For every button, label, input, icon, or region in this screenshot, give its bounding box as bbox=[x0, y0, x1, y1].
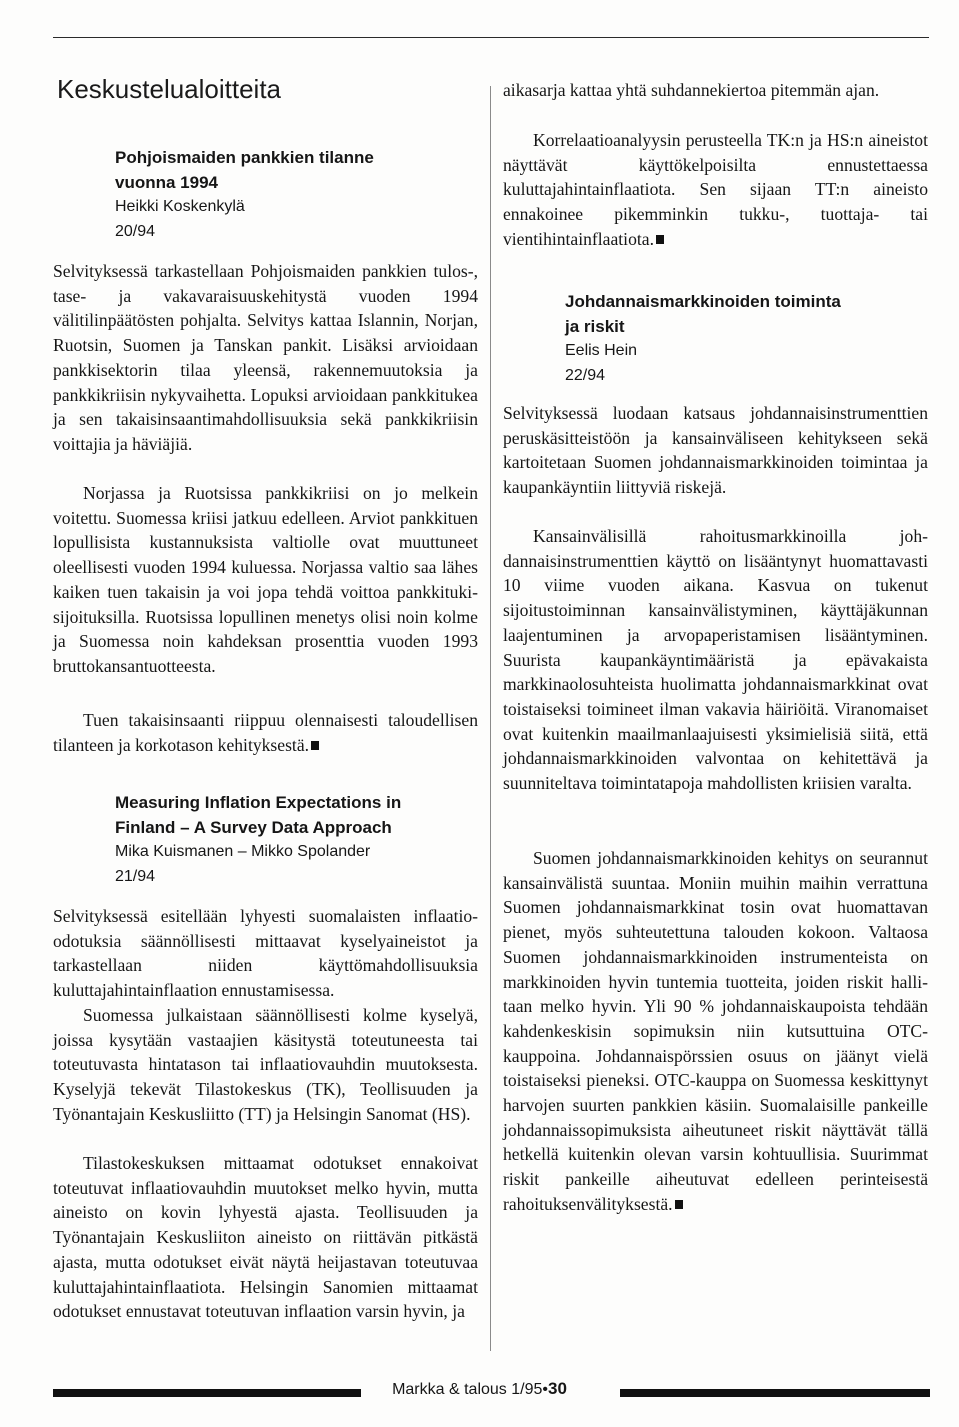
paragraph-with-end-mark bbox=[503, 846, 928, 1217]
end-mark-icon bbox=[656, 235, 664, 244]
article-heading-20-94 bbox=[115, 146, 475, 244]
article-title-line: Finland – A Survey Data Approach bbox=[115, 817, 392, 837]
paragraph-text: Tuen takaisinsaanti riippuu olennaisesti taloudellisen tilanteen ja korkotason kehityksestä. bbox=[53, 710, 478, 755]
paragraph: Selvityksessä luodaan katsaus johdannaisinstrumenttien peruskäsitteistöön ja kansainväliseen kehitykseen sekä kartoitetaan Suomen johdannaismarkkinoiden toimintaa ja kaupankäyntiin liittyviä riskejä. bbox=[503, 403, 928, 498]
paragraph: Suomessa julkaistaan säännöllisesti kolme kyselyä, joissa kysytään vastaajien käsitystä toteutuneesta tai toteutuvasta hintatason tai inflaatiovauhdin muutoksesta. Kyselyjä tekevät Tilastokeskus (TK), Teollisuuden ja Työnantajain Keskusliitto (TT) ja Helsingin Sanomat (HS). bbox=[53, 1005, 478, 1124]
top-rule bbox=[53, 37, 929, 38]
article-title-line: ja riskit bbox=[565, 316, 625, 336]
article-title-line: Measuring Inflation Expectations in bbox=[115, 793, 402, 812]
footer-bullet: • bbox=[542, 1381, 548, 1398]
paragraph: Selvityksessä esitellään lyhyesti suomalaisten inflaatio-odotuksia säännöllisesti mittaavat kyselyaineistot ja tarkastellaan niiden käyttömahdollisuuksia kuluttajahintainflaation ennustamisessa. bbox=[53, 906, 478, 1001]
publication-name: Markka & talous 1/95 bbox=[392, 1381, 543, 1398]
paragraph-with-end-mark bbox=[53, 708, 478, 757]
article-heading-22-94 bbox=[565, 290, 925, 388]
paragraph-with-end-mark bbox=[503, 128, 928, 252]
article-author: Heikki Koskenkylä bbox=[115, 198, 245, 215]
article-title-line: Pohjoismaiden pankkien tilanne bbox=[115, 148, 374, 167]
section-title: Keskustelualoitteita bbox=[57, 74, 282, 104]
article-title-line: Johdannaismarkkinoiden toiminta bbox=[565, 292, 841, 311]
article-author: Eelis Hein bbox=[565, 342, 638, 359]
paragraph: Kansainvälisillä rahoitusmarkkinoilla johdannaisinstrumenttien käyttö on lisääntynyt huomattavasti 10 viime vuoden aikana. Kasvua on tukenut sijoitustoiminnan kansainvälistyminen, käyttäjäkunnan laajentuminen ja arvopaperistamisen lisääntyminen. Suurista kaupankäyntimääristä ja epävakaista markkinaolosuhteista huolimatta johdannaismarkkinat ovat toistaiseksi toimineet ilman vakavia häiriöitä. Viranomaiset ovat kuitenkin maailmanlaajuisesti yksimielisiä siitä, että johdannaismarkkinoiden valvontaa on kehitettävä ja suunniteltava toimintatapoja mahdollisten kriisien varalta. bbox=[503, 526, 928, 794]
article-heading-21-94 bbox=[115, 791, 495, 889]
column-divider bbox=[490, 86, 491, 1351]
page-footer bbox=[0, 1379, 959, 1399]
paragraph-text: Korrelaatioanalyysin perusteella TK:n ja HS:n aineistot näyttävät käyttökelpoisilta ennustettaessa kuluttajahintainflaatiota. Sen sijaan TT:n aineisto ennakoinee pikemminkin tukku-, tuottaja- tai vientihintainflaatiota. bbox=[503, 130, 928, 249]
paragraph: Tilastokeskuksen mittaamat odotukset ennakoivat toteutuvat inflaatiovauhdin muutokset melko hyvin, mutta aineisto on kovin lyhyestä ajasta. Teollisuuden ja Työnantajain Keskusliiton aineisto on riittävän pitkästä ajasta, mutta odotukset eivät näytä heijastavan toteutuvaa kuluttajahintainflaatiota. Helsingin Sanomien mittaamat odotukset ennustavat toteutuvan inflaation varsin hyvin, ja bbox=[53, 1153, 478, 1322]
article-number: 21/94 bbox=[115, 867, 156, 885]
page-number: 30 bbox=[547, 1379, 567, 1398]
paragraph-continued: aikasarja kattaa yhtä suhdannekiertoa pitemmän ajan. bbox=[503, 80, 880, 100]
paragraph-text: Suomen johdannaismarkkinoiden kehitys on seurannut kansainvälistä suuntaa. Moniin muihin maihin verrattuna Suomen johdannaismarkkinat tosin ovat huomattavan pienet, myös suhteutettuna talouden kokoon. Valtaosa Suomen johdannaismarkkinoiden instrumenteista on markkinoiden hyvin tuntemia tuotteita, joiden riskit hallitaan melko hyvin. Yli 90 % johdannaiskaupoista tehdään kahdenkeskisin sopimuksin niin kutsuttuina OTC-kauppoina. Johdannaispörssien osuus on jäänyt vielä toistaiseksi pieneksi. OTC-kauppa on Suomessa keskittynyt harvojen suurten pankkien käsiin. Suomalaisille pankeille johdannaissopimuksista aiheutuneet riskit näyttävät tällä hetkellä kuitenkin olevan varsin kohtuullisia. Suurimmat riskit pankeille aiheutuvat edelleen perinteisestä rahoituksenvälityksestä. bbox=[503, 848, 928, 1214]
article-author: Mika Kuismanen – Mikko Spolander bbox=[115, 843, 371, 860]
article-title-line: vuonna 1994 bbox=[115, 172, 218, 192]
end-mark-icon bbox=[675, 1200, 683, 1209]
paragraph: Selvityksessä tarkastellaan Pohjoismaiden pankkien tulos-, tase- ja vakavaraisuuskehitystä vuoden 1994 välitilinpäätösten pohjalta. Selvitys kattaa Islannin, Norjan, Ruotsin, Suomen ja Tanskan pankit. Lisäksi arvioidaan pankkisektorin tilaa yleensä, rakennemuutoksia ja pankkikriisin nykyvaihetta. Lopuksi arvioidaan pankkitukea ja sen takaisinsaantimahdollisuuksia sekä pankkikriisin voittajia ja häviäjiä. bbox=[53, 261, 478, 454]
paragraph: Norjassa ja Ruotsissa pankkikriisi on jo melkein voitettu. Suomessa kriisi jatkuu edelleen. Arviot pankkituen lopullisista kustannuksista valtiolle ovat muuttuneet oleellisesti vuoden 1994 kuluessa. Norjassa valtio saa lähes kaiken tuen takaisin ja voi jopa tehdä voittoa pankkitukisijoituksilla. Ruotsissa lopullinen menetys olisi noin kolme ja Suomessa noin kahdeksan prosenttia vuoden 1993 bruttokansantuotteesta. bbox=[53, 483, 478, 676]
article-number: 22/94 bbox=[565, 366, 606, 384]
article-number: 20/94 bbox=[115, 222, 156, 240]
end-mark-icon bbox=[311, 741, 319, 750]
